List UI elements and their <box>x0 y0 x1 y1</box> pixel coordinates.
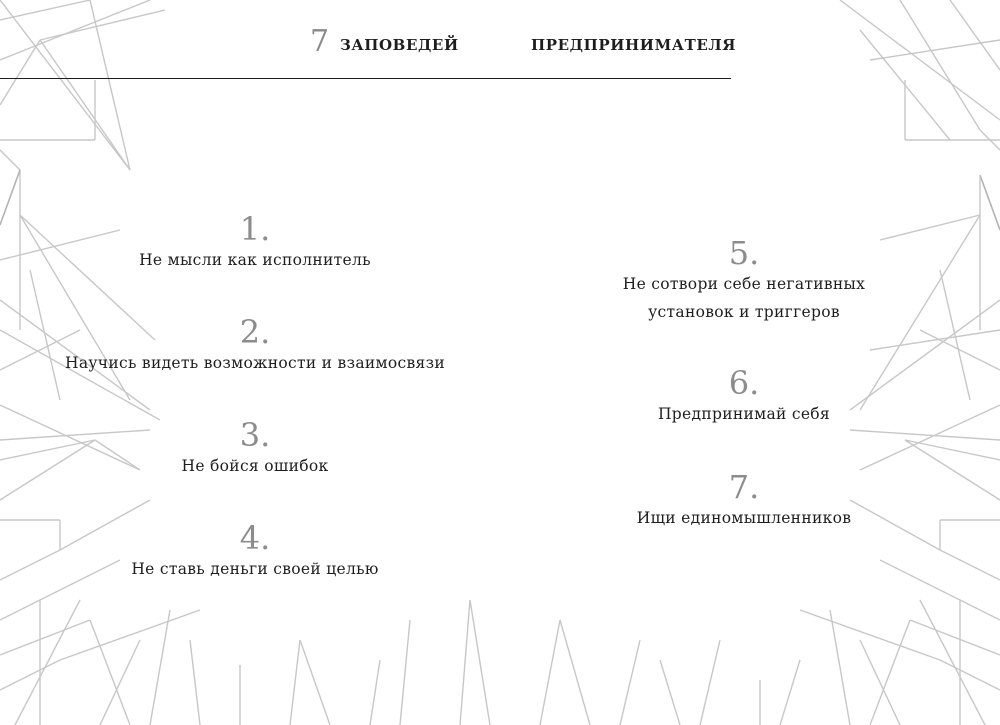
commandment-text: Не бойся ошибок <box>181 457 329 475</box>
commandment-3 <box>35 418 475 480</box>
commandment-text-line2: установок и триггеров <box>648 303 840 321</box>
commandment-number: 6. <box>728 364 760 402</box>
title-word-commandments: ЗАПОВЕДЕЙ <box>340 36 459 54</box>
commandment-text: Не мысли как исполнитель <box>139 251 371 269</box>
commandment-5 <box>524 236 964 326</box>
commandment-number: 4. <box>239 519 271 557</box>
title-word-entrepreneur: ПРЕДПРИНИМАТЕЛЯ <box>531 36 737 54</box>
commandment-text: Не ставь деньги своей целью <box>131 560 379 578</box>
page-header <box>0 26 1000 66</box>
commandment-2 <box>35 315 475 377</box>
commandment-number: 7. <box>728 468 760 506</box>
commandment-text: Предпринимай себя <box>657 405 831 423</box>
commandment-text: Ищи единомышленников <box>636 509 852 527</box>
commandment-number: 5. <box>728 234 760 272</box>
commandment-text: Научись видеть возможности и взаимосвязи <box>65 354 445 372</box>
commandment-number: 2. <box>239 313 271 351</box>
commandment-4 <box>35 521 475 583</box>
commandment-1 <box>35 212 475 274</box>
title-number: 7 <box>310 24 330 59</box>
header-rule <box>0 78 731 79</box>
commandment-6 <box>524 366 964 428</box>
commandment-number: 3. <box>239 416 271 454</box>
commandment-text-line1: Не сотвори себе негативных <box>622 275 866 293</box>
commandment-7 <box>524 470 964 532</box>
commandment-number: 1. <box>239 210 271 248</box>
bottom-pattern <box>240 600 800 725</box>
right-pattern <box>800 0 1000 725</box>
